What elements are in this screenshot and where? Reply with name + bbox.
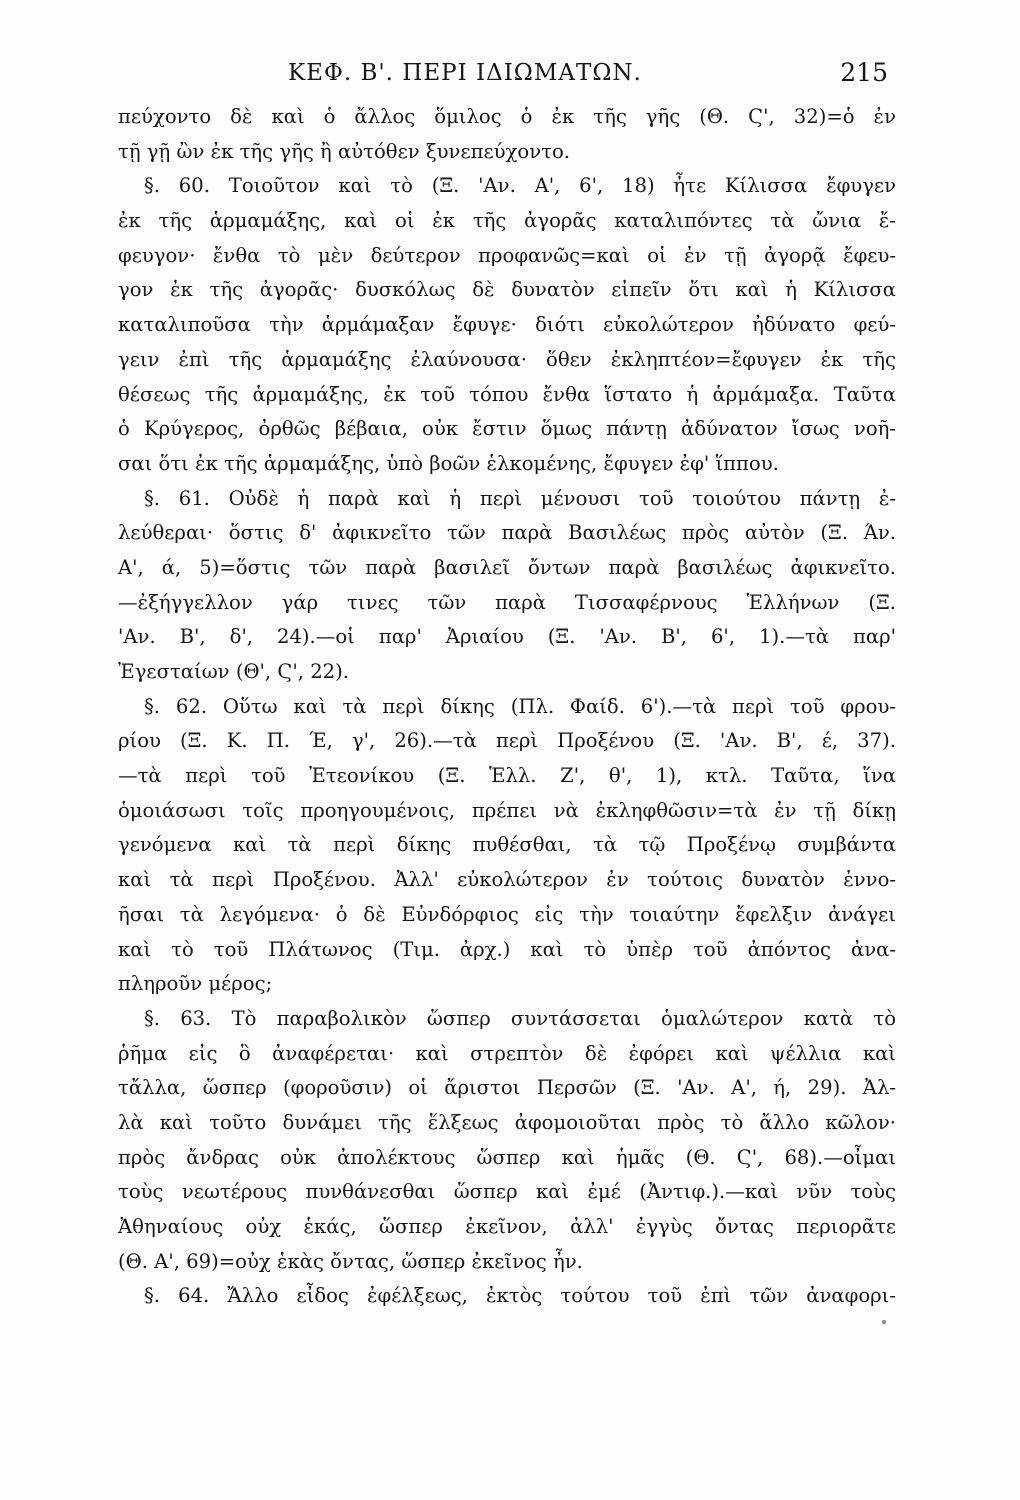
text-line: καὶ τὸ τοῦ Πλάτωνος (Τιμ. ἀρχ.) καὶ τὸ ὑπὲρ τοῦ ἀπόντος ἀνα- bbox=[118, 937, 896, 961]
text-line: πεύχοντο δὲ καὶ ὁ ἄλλος ὅμιλος ὁ ἐκ τῆς γῆς (Θ. Ϛ', 32)=ὁ ἐν bbox=[118, 105, 896, 128]
text-line: γενόμενα καὶ τὰ περὶ δίκης πυθέσθαι, τὰ τῷ Προξένῳ συμβάντα bbox=[118, 833, 896, 857]
text-line: (Θ. Α', 69)=οὐχ ἑκὰς ὄντας, ὥσπερ ἐκεῖνος ἦν. bbox=[118, 1249, 583, 1273]
text-line: §. 62. Οὕτω καὶ τὰ περὶ δίκης (Πλ. Φαίδ. 6').—τὰ περὶ τοῦ φρου- bbox=[144, 694, 896, 718]
text-line: §. 60. Τοιοῦτον καὶ τὸ (Ξ. 'Αν. Α', 6', 18) ἦτε Κίλισσα ἔφυγεν bbox=[144, 174, 896, 198]
text-line: πληροῦν μέρος; bbox=[118, 972, 273, 996]
text-line: σαι ὅτι ἐκ τῆς ἁρμαμάξης, ὑπὸ βοῶν ἑλκομένης, ἔφυγεν ἐφ' ἵππου. bbox=[118, 451, 779, 475]
text-line: 'Αν. Β', δ', 24).—οἱ παρ' Ἀριαίου (Ξ. 'Αν. Β', 6', 1).—τὰ παρ' bbox=[118, 625, 896, 649]
running-head bbox=[118, 58, 888, 94]
page-number: 215 bbox=[840, 58, 888, 87]
text-line: τοὺς νεωτέρους πυνθάνεσθαι ὥσπερ καὶ ἐμέ (Ἀντιφ.).—καὶ νῦν τοὺς bbox=[118, 1180, 896, 1204]
text-line: θέσεως τῆς ἁρμαμάξης, ἐκ τοῦ τόπου ἔνθα ἵστατο ἡ ἁρμάμαξα. Ταῦτα bbox=[118, 382, 896, 406]
running-title: ΚΕΦ. Β'. ΠΕΡΙ ΙΔΙΩΜΑΤΩΝ. bbox=[288, 60, 642, 86]
text-line: —τὰ περὶ τοῦ Ἐτεονίκου (Ξ. Ἑλλ. Ζ', θ', 1), κτλ. Ταῦτα, ἵνα bbox=[118, 764, 896, 788]
text-line: τῇ γῇ ὢν ἐκ τῆς γῆς ἢ αὐτόθεν ξυνεπεύχοντο. bbox=[118, 139, 571, 163]
text-line: γον ἐκ τῆς ἀγορᾶς· δυσκόλως δὲ δυνατὸν εἰπεῖν ὅτι καὶ ἡ Κίλισσα bbox=[118, 278, 896, 302]
text-line: Ἀθηναίους οὐχ ἑκάς, ὥσπερ ἐκεῖνον, ἀλλ' ἐγγὺς ὄντας περιορᾶτε bbox=[118, 1215, 896, 1238]
text-line: φευγον· ἔνθα τὸ μὲν δεύτερον προφανῶς=καὶ οἱ ἐν τῇ ἀγορᾷ ἔφευ- bbox=[118, 243, 896, 267]
text-line: —ἐξήγγελλον γάρ τινες τῶν παρὰ Τισσαφέρνους Ἑλλήνων (Ξ. bbox=[118, 590, 896, 614]
text-line: Α', ά, 5)=ὅστις τῶν παρὰ βασιλεῖ ὄντων παρὰ βασιλέως ἀφικνεῖτο. bbox=[118, 555, 896, 579]
text-line: §. 64. Ἄλλο εἶδος ἐφέλξεως, ἐκτὸς τούτου τοῦ ἐπὶ τῶν ἀναφορι- bbox=[144, 1284, 896, 1308]
text-line: ἐκ τῆς ἁρμαμάξης, καὶ οἱ ἐκ τῆς ἀγορᾶς καταλιπόντες τὰ ὤνια ἔ- bbox=[118, 209, 896, 233]
text-line: πρὸς ἄνδρας οὐκ ἀπολέκτους ὥσπερ καὶ ἡμᾶς (Θ. Ϛ', 68).—οἶμαι bbox=[118, 1145, 896, 1169]
text-line: λὰ καὶ τοῦτο δυνάμει τῆς ἕλξεως ἀφομοιοῦται πρὸς τὸ ἄλλο κῶλον· bbox=[118, 1110, 896, 1134]
body-text bbox=[118, 100, 896, 1314]
text-line: ῥῆμα εἰς ὃ ἀναφέρεται· καὶ στρεπτὸν δὲ ἐφόρει καὶ ψέλλια καὶ bbox=[118, 1041, 896, 1065]
text-line: τἄλλα, ὥσπερ (φοροῦσιν) οἱ ἄριστοι Περσῶν (Ξ. 'Αν. Α', ή, 29). Ἀλ- bbox=[118, 1076, 896, 1100]
text-line: ῆσαι τὰ λεγόμενα· ὁ δὲ Εὐνδόρφιος εἰς τὴν τοιαύτην ἔφελξιν ἀνάγει bbox=[118, 902, 896, 926]
text-line: γειν ἐπὶ τῆς ἁρμαμάξης ἐλαύνουσα· ὅθεν ἐκληπτέον=ἔφυγεν ἐκ τῆς bbox=[118, 347, 896, 371]
text-line: §. 61. Οὐδὲ ἡ παρὰ καὶ ἡ περὶ μένουσι τοῦ τοιούτου πάντῃ ἐ- bbox=[144, 486, 896, 510]
text-line: ὁμοιάσωσι τοῖς προηγουμένοις, πρέπει νὰ ἐκληφθῶσιν=τὰ ἐν τῇ δίκῃ bbox=[118, 798, 896, 822]
text-line: ὁ Κρύγερος, ὀρθῶς βέβαια, οὐκ ἔστιν ὅμως πάντῃ ἀδύνατον ἴσως νοῆ- bbox=[118, 417, 896, 441]
text-line: λεύθεραι· ὅστις δ' ἀφικνεῖτο τῶν παρὰ Βασιλέως πρὸς αὐτὸν (Ξ. Άν. bbox=[118, 521, 896, 545]
paper-speck bbox=[882, 1320, 886, 1324]
text-line: καταλιποῦσα τὴν ἁρμάμαξαν ἔφυγε· διότι εὐκολώτερον ἠδύνατο φεύ- bbox=[118, 313, 896, 337]
text-line: ρίου (Ξ. Κ. Π. Έ, γ', 26).—τὰ περὶ Προξένου (Ξ. 'Αν. Β', έ, 37). bbox=[118, 729, 896, 753]
text-line: καὶ τὰ περὶ Προξένου. Ἀλλ' εὐκολώτερον ἐν τούτοις δυνατὸν ἐννο- bbox=[118, 868, 896, 892]
text-line: §. 63. Τὸ παραβολικὸν ὥσπερ συντάσσεται ὁμαλώτερον κατὰ τὸ bbox=[144, 1006, 896, 1030]
text-line: Ἐγεσταίων (Θ', Ϛ', 22). bbox=[118, 660, 350, 683]
